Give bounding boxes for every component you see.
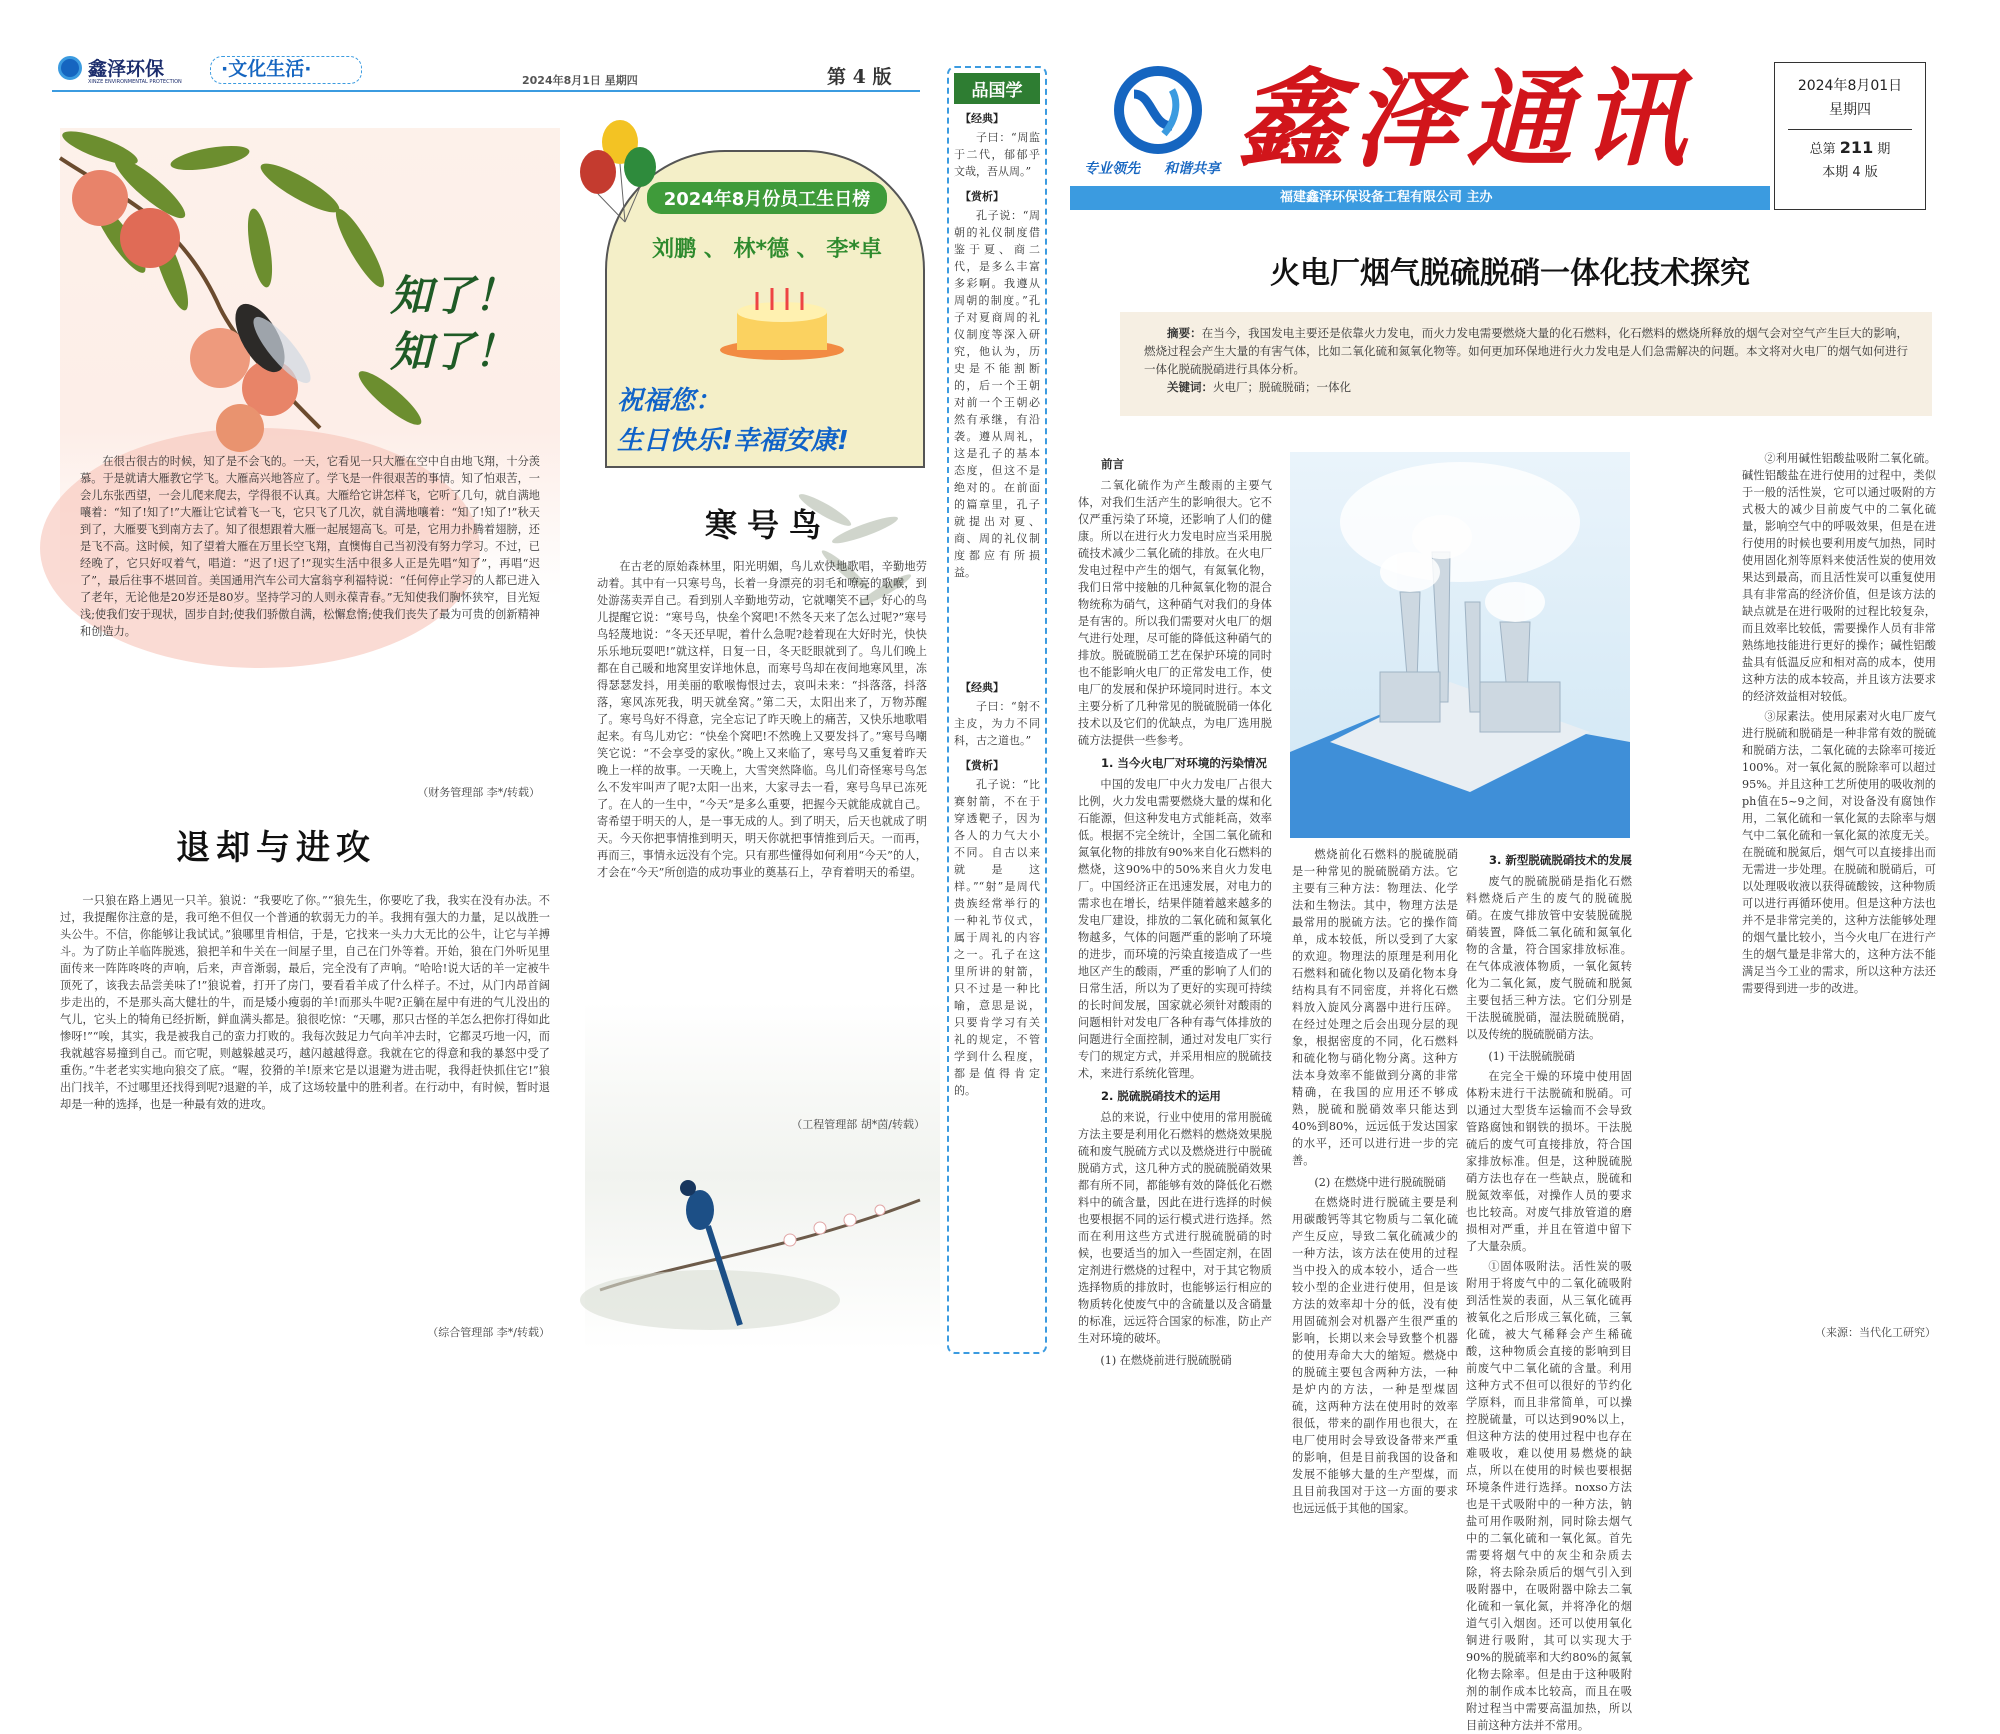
guoxue-column xyxy=(947,66,1047,1354)
issue-pages: 本期 4 版 xyxy=(1822,165,1878,180)
power-plant-illustration xyxy=(1290,452,1630,838)
section-2a-text: 燃烧前化石燃料的脱硫脱硝是一种常见的脱硫脱硝方法。它主要有三种方法：物理法、化学法和生物法。其中，物理方法是最常用的脱硫方法。它的操作简单，成本较低，所以受到了大家的欢迎。物理法的原理是利用化石燃料和硫化物以及硝化物本身结构具有不同密度，并将化石燃料放入旋风分离器中进行压碎。在经过处理之后会出现分层的现象，根据密度的不同，化石燃料和硫化物与硝化物分离。这种方法本身效率不能做到分离的非常精确，在我国的应用还不够成熟，脱硫和脱硝效率只能达到40%到80%，远远低于发达国家的水平，还可以进行进一步的完善。 xyxy=(1292,848,1458,1167)
keywords-para xyxy=(1144,378,1908,396)
brand-name-en: XINZE ENVIRONMENTAL PROTECTION xyxy=(88,79,182,85)
hanhao-title: 寒号鸟 xyxy=(705,506,832,544)
slogan-2: 和谐共享 xyxy=(1164,161,1220,177)
zhiliao-block xyxy=(60,128,560,798)
left-header xyxy=(52,52,920,94)
masthead-title: 鑫泽通讯 xyxy=(1238,56,1694,181)
appreciation-text-1: 孔子说：“周朝的礼仪制度借鉴于夏、商二代，是多么丰富多彩啊。我遵从周朝的制度。”孔子对夏商周的礼仪制度等深入研究，他认为，历史是不能割断的，后一个王朝对前一个王朝必然有承继，有沿袭。遵从周礼，这是孔子的基本态度，但这不是绝对的。在前面的篇章里，孔子就提出对夏、商、周的礼仪制度都应有所损益。 xyxy=(954,209,1040,579)
section-1-title: 1. 当今火电厂对环境的污染情况 xyxy=(1101,756,1267,770)
brand-name: 鑫泽环保 xyxy=(88,58,165,80)
keywords-label: 关键词： xyxy=(1167,380,1213,394)
classic-tag-1: 【经典】 xyxy=(960,112,1004,125)
article-col-3 xyxy=(1466,846,1632,1732)
hanhao-block xyxy=(585,480,940,1350)
abstract-box xyxy=(1120,312,1932,416)
issue-box xyxy=(1774,62,1926,210)
article-col-2 xyxy=(1292,846,1458,1515)
guoxue-header: 品国学 xyxy=(954,73,1040,104)
abstract-text: 在当今，我国发电主要还是依靠火力发电，而火力发电需要燃烧大量的化石燃料，化石燃料的燃烧所释放的烟气会对空气产生巨大的影响，燃烧过程会产生大量的有害气体，比如二氧化硫和氮氧化物等。如何更加环保地进行火力发电是人们急需解决的问题。本文将对火电厂的烟气如何进行一体化脱硫脱硝进行具体分析。 xyxy=(1144,326,1909,376)
classic-text-1: 子曰：“周监于二代，郁郁乎文哉，吾从周。” xyxy=(954,131,1040,178)
retreat-author: （综合管理部 李*/转载） xyxy=(427,1326,550,1339)
brand-logo-icon xyxy=(58,56,82,80)
issue-date: 2024年8月01日 xyxy=(1797,78,1903,94)
hanhao-author: （工程管理部 胡*茵/转载） xyxy=(791,1118,925,1131)
section-2b-title: (2) 在燃烧中进行脱硫脱硝 xyxy=(1314,1176,1446,1189)
section-3-title: 3. 新型脱硫脱硝技术的发展 xyxy=(1489,853,1632,867)
appreciation-tag-2: 【赏析】 xyxy=(960,759,1004,772)
section-2-text: 总的来说，行业中使用的常用脱硫方法主要是利用化石燃料的燃烧效果脱硫和废气脱硫方式以及燃烧进行中脱硫脱硝方式，这几种方式的脱硫脱硝效果都有所不同，都能够有效的降低化石燃料中的硫含量，因此在进行选择的时候也要根据不同的运行模式进行选择。然而在利用这些方式进行脱硫脱硝的时候，也要适当的加入一些固定剂，在固定剂进行燃烧的过程中，对于其它物质选择物质的排放时，也能够运行相应的物质转化使废气中的含硫量以及含硝量的标准，远远符合国家的标准，防止产生对环境的破坏。 xyxy=(1078,1111,1272,1345)
article-headline: 火电厂烟气脱硫脱硝一体化技术探究 xyxy=(1270,256,1750,291)
keywords-text: 火电厂；脱硫脱硝；一体化 xyxy=(1213,380,1351,394)
left-date: 2024年8月1日 星期四 xyxy=(522,74,638,87)
section-3d-text: ③尿素法。使用尿素对火电厂废气进行脱硫和脱硝是一种非常有效的脱硫和脱硝方法，二氧化硫的去除率可接近100%。对一氧化氮的脱除率可以超过95%。并且这种工艺所使用的吸收剂的ph值在5~9之间，对设备没有腐蚀作用，二氧化硫和一氧化氮的去除率与烟气中二氧化硫和一氧化氮的浓度无关。在脱硫和脱氮后，烟气可以直接排出而无需进一步处理。在脱硫和脱硝后，可以处理吸收液以获得硫酸铵，这种物质可以进行再循环使用。但是这种方法也并不是非常完美的，这种方法能够处理的烟气量比较小，当今火电厂在进行产生的烟气量是非常大的，这种方法不能满足当今工业的需求，所以这种方法还需要得到进一步的改进。 xyxy=(1742,710,1936,995)
appreciation-tag-1: 【赏析】 xyxy=(960,190,1004,203)
slogan-1: 专业领先 xyxy=(1084,161,1140,177)
abstract-para xyxy=(1144,324,1908,378)
classic-text-2: 子曰：“射不主皮，为力不同科，古之道也。” xyxy=(954,700,1040,747)
birthday-wish-1: 祝福您： xyxy=(617,386,722,416)
article-col-4 xyxy=(1742,450,1936,1310)
cake-icon xyxy=(717,272,847,362)
section-3b-text: ①固体吸附法。活性炭的吸附用于将废气中的二氧化硫吸附到活性炭的表面，从三氧化硫再被氧化之后形成三氧化硫，三氧化硫，被大气稀释会产生稀硫酸，这种物质会直接的影响到目前废气中二氧化硫的含量。利用这种方式不但可以很好的节约化学原料，而且非常简单，可以操控脱硫量，可以达到90%以上，但这种方法的使用过程中也存在难吸收，难以使用易燃烧的缺点，所以在使用的时候也要根据环境条件进行选择。noxso方法也是干式吸附中的一种方法，钠盐可用作吸附剂，同时除去烟气中的二氧化硫和一氧化氮。首先需要将烟气中的灰尘和杂质去除，将去除杂质后的烟气引入到吸附器中，在吸附器中除去二氧化硫和一氧化氮，并将净化的烟道气引入烟囱。还可以使用氧化铜进行吸附，其可以实现大于90%的脱硫率和大约80%的氮氧化物去除率。但是由于这种吸附剂的制作成本比较高，而且在吸附过程当中需要高温加热，所以目前这种方法并不常用。 xyxy=(1466,1260,1632,1732)
birthday-wish-2: 生日快乐!幸福安康! xyxy=(617,426,849,456)
section-3-text: 废气的脱硫脱硝是指化石燃料燃烧后产生的废气的脱硫脱硝。在废气排放管中安装脱硫脱硝装置，降低二氧化硫和氮氧化物的含量，符合国家排放标准。在气体成液体物质，一氧化氮转化为二氧化氮，废气脱硫和脱氮主要包括三种方法。它们分别是干法脱硫脱硝，湿法脱硫脱硝，以及传统的脱硫脱硝方法。 xyxy=(1466,875,1632,1041)
section-3a-text: 在完全干燥的环境中使用固体粉末进行干法脱硫和脱硝。可以通过大型货车运输而不会导致管路腐蚀和钢铁的损坏。干法脱硫后的废气可直接排放，符合国家排放标准。但是，这种脱硫脱硝方法也存在一些缺点，脱硫和脱氮效率低，对操作人员的要求也比较高。对废气排放管道的磨损相对严重，并且在管道中留下了大量杂质。 xyxy=(1466,1070,1632,1253)
abstract-label: 摘要： xyxy=(1167,326,1202,340)
article-source: （来源：当代化工研究） xyxy=(1815,1326,1936,1339)
section-tab: ·文化生活· xyxy=(210,56,362,84)
birthday-title: 2024年8月份员工生日榜 xyxy=(647,182,887,214)
header-rule xyxy=(52,90,920,92)
issue-total-prefix: 总第 xyxy=(1809,142,1836,157)
section-preface-text: 二氧化硫作为产生酸雨的主要气体，对我们生活产生的影响很大。它不仅严重污染了环境，还影响了人们的健康。所以在进行火力发电时应当采用脱硫技术减少二氧化硫的排放。在火电厂发电过程中产生的烟气，有氮氧化物，我们日常中接触的几种氮氧化物的混合物统称为硝气，这种硝气对我们的身体是有害的。所以我们需要对火电厂的烟气进行处理，尽可能的降低这种硝气的排放。脱硫脱硝工艺在保护环境的同时也不能影响火电厂的正常发电工作，使电厂的发展和保护环境同时进行。本文主要分析了几种常见的脱硫脱硝一体化技术以及它们的优缺点，为电厂选用脱硫方法提供一些参考。 xyxy=(1078,479,1272,747)
issue-total xyxy=(1775,138,1925,157)
retreat-text: 一只狼在路上遇见一只羊。狼说：“我要吃了你。”“狼先生，你要吃了我，我实在没有办法。不过，我提醒你注意的是，我可绝不但仅一个普通的软弱无力的羊。我拥有强大的力量，足以战胜一头公牛。不信，你能够让我试试。”狼哪里肯相信，于是，它找来一头力大无比的公牛，让它与羊搏斗。为了防止羊临阵脱逃，狼把羊和牛关在一间屋子里，自己在门外等着。开始，狼在门外听见里面传来一阵阵咚咚的声响，后来，声音渐弱，最后，完全没有了声响。“哈哈!说大话的羊一定被牛顶死了，该我去品尝美味了!”狼说着，打开了房门，要看看羊成了什么样子。不过，从门内昂首阔步走出的，不是那头高大健壮的牛，而是矮小瘦弱的羊!而那头牛呢?正躺在屋中有进的气儿没出的气儿，它头上的犄角已经折断，鲜血满头都是。狼很吃惊：“天哪，那只古怪的羊怎么把你打得如此惨呀!”“唉，其实，我是被我自己的蛮力打败的。我每次鼓足力气向羊冲去时，它都灵巧地一闪，而我就越容易撞到自己。而它呢，则越躲越灵巧，越闪越越得意。我就在它的得意和我的暴怒中受了重伤。”牛老老实实地向狼交了底。“喔，狡猾的羊!原来它是以退避为进击呢，我得赶快抓住它!”狼出门找羊，不过哪里还找得到呢?退避的羊，成了这场较量中的胜利者。在行动中，有时候，暂时退却是一种的选择，也是一种最有效的进攻。 xyxy=(60,894,550,1111)
company-logo-icon xyxy=(1112,64,1204,156)
retreat-title: 退却与进攻 xyxy=(176,828,376,868)
zhiliao-author: （财务管理部 李*/转载） xyxy=(417,786,540,799)
section-2a-title: (1) 在燃烧前进行脱硫脱硝 xyxy=(1100,1354,1232,1367)
appreciation-text-2: 孔子说：“比赛射箭，不在于穿透靶子，因为各人的力气大小不同。自古以来就是这样。”“射”是周代贵族经常举行的一种礼节仪式，属于周礼的内容之一。孔子在这里所讲的射箭，只不过是一种比喻，意思是说，只要肯学习有关礼的规定，不管学到什么程度，都是值得肯定的。 xyxy=(954,778,1040,1097)
issue-total-number: 211 xyxy=(1839,138,1874,157)
section-3c-text: ②利用碱性铝酸盐吸附二氧化硫。碱性铝酸盐在进行使用的过程中，类似于一般的活性炭，它可以通过吸附的方式极大的减少目前废气中的二氧化硫量，影响空气中的呼吸效果，但是在进行使用的时候也要利用废气加热，同时使用固化剂等原料来使活性炭的使用效果达到最高，而且活性炭可以重复使用具有非常高的经济价值，但是该方法的缺点就是在进行吸附的过程比较复杂，而且效率比较低，需要操作人员有非常熟练地技能进行更好的操作；碱性铝酸盐具有低温反应和相对高的成本，使用这种方法的成本较高，并且该方法要求的经济效益相对较低。 xyxy=(1742,452,1936,703)
issue-weekday: 星期四 xyxy=(1829,102,1871,118)
masthead xyxy=(1070,56,1950,216)
zhiliao-text: 在很古很古的时候，知了是不会飞的。一天，它看见一只大雁在空中自由地飞翔，十分羡慕。于是就请大雁教它学飞。大雁高兴地答应了。学飞是一件很艰苦的事情。知了怕艰苦，一会儿东张西望，一会儿爬来爬去，学得很不认真。大雁给它讲怎样飞，它听了几句，就自满地嚷着：“知了!知了!”大雁让它试着飞一飞，它只飞了几次，就自满地嚷着：“知了!知了!”秋天到了，大雁要飞到南方去了。知了很想跟着大雁一起展翅高飞。可是，它用力扑腾着翅膀，还是飞不高。这时候，知了望着大雁在万里长空飞翔，直懊悔自己当初没有努力学习。不过，已经晚了，它只好叹着气，唱道：“迟了!迟了!”现实生活中很多人正是先唱“知了”，再唱“迟了”，最后往事不堪回首。美国通用汽车公司大富翁亨利福特说：“任何停止学习的人都已进入了老年，无论他是20岁还是80岁。坚持学习的人则永葆青春。”无知使我们胸怀狭窄，目光短浅;使我们安于现状，固步自封;使我们骄傲自满，松懈怠惰;使我们丧失了最为可贵的创新精神和创造力。 xyxy=(80,455,540,638)
issue-divider xyxy=(1788,129,1912,130)
classic-tag-2: 【经典】 xyxy=(960,681,1004,694)
magpie-branch-illustration xyxy=(590,1140,930,1340)
section-2b-text: 在燃烧时进行脱硫主要是利用碳酸钙等其它物质与二氧化硫产生反应，导致二氧化硫减少的一种方法，该方法在使用的过程当中投入的成本较小，适合一些较小型的企业进行使用，但是该方法的效率却十分的低，没有使用固硫剂会对机器产生很严重的影响，长期以来会导致整个机器的使用寿命大大的缩短。燃烧中的脱硫主要包含两种方法，一种是炉内的方法，一种是型煤固硫，这两种方法在使用时的效率很低，带来的副作用也很大，在电厂使用时会导致设备带来严重的影响，但是目前我国的设备和发展不能够大量的生产型煤，而且目前我国对于这一方面的要求也远远低于其他的国家。 xyxy=(1292,1196,1458,1515)
balloons-icon xyxy=(570,112,660,222)
birthday-names: 刘鹏 、 林*德 、 李*卓 xyxy=(652,237,882,262)
sponsor-bar: 福建鑫泽环保设备工程有限公司 主办 xyxy=(1070,186,1770,210)
issue-total-suffix: 期 xyxy=(1877,142,1891,157)
hanhao-text: 在古老的原始森林里，阳光明媚，鸟儿欢快地歌唱，辛勤地劳动着。其中有一只寒号鸟，长着一身漂亮的羽毛和嘹亮的歌喉，到处游荡卖弄自己。看到别人辛勤地劳动，它就嘲笑不已，好心的鸟儿提醒它说：“寒号鸟，快垒个窝吧!不然冬天来了怎么过呢?”寒号鸟轻蔑地说：“冬天还早呢，着什么急呢?趁着现在大好时光，快快乐乐地玩耍吧!”就这样，日复一日，冬天眨眼就到了。鸟儿们晚上都在自己暖和地窝里安详地休息，而寒号鸟却在夜间地寒风里，冻得瑟瑟发抖，用美丽的歌喉悔恨过去，哀叫未来：“抖落落，抖落落，寒风冻死我，明天就垒窝。”第二天，太阳出来了，万物苏醒了。寒号鸟好不得意，完全忘记了昨天晚上的痛苦，又快乐地歌唱起来。有鸟儿劝它：“快垒个窝吧!不然晚上又要发抖了。”寒号鸟嘲笑它说：“不会享受的家伙。”晚上又来临了，寒号鸟又重复着昨天晚上一样的故事。一天晚上，大雪突然降临。鸟儿们奇怪寒号鸟怎么不发牢叫声了呢?太阳一出来，大家寻去一看，寒号鸟早已冻死了。在人的一生中，“今天”是多么重要，把握今天就能成就自己。寄希望于明天的人，是一事无成的人。到了明天，后天也就成了明天。今天你把事情推到明天，明天你就把事情推到后天。一而再，再而三，事情永远没有个完。只有那些懂得如何利用“今天”的人，才会在“今天”所创造的成功事业的奠基石上，孕育着明天的希望。 xyxy=(597,560,927,879)
section-3a-title: (1) 干法脱硫脱硝 xyxy=(1488,1050,1575,1063)
section-1-text: 中国的发电厂中火力发电厂占很大比例，火力发电需要燃烧大量的煤和化石能源，但这种发电方式能耗高，效率低。根据不完全统计，全国二氧化硫和氮氧化物的排放有90%来自化石燃料的燃烧，这90%中的50%来自火力发电厂。中国经济正在迅速发展，对电力的需求也在增长，结果伴随着越来越多的发电厂建设，排放的二氧化硫和氮氧化物越多，气体的问题严重的影响了环境的进步，而环境的污染直接造成了一些地区产生的酸雨，严重的影响了人们的日常生活，所以为了更好的实现可持续的长时间发展，国家就必须针对酸雨的问题相针对发电厂各种有毒气体排放的问题进行全面控制，通过对发电厂实行专门的规定方式，并采用相应的脱硫技术，来进行系统化管理。 xyxy=(1078,778,1272,1080)
section-2-title: 2. 脱硫脱硝技术的运用 xyxy=(1101,1089,1221,1103)
zhiliao-big-title: 知了！知了！ xyxy=(390,271,517,376)
section-preface-title: 前言 xyxy=(1101,457,1124,471)
page-number: 第 4 版 xyxy=(827,66,892,88)
article-col-1 xyxy=(1078,450,1272,1367)
